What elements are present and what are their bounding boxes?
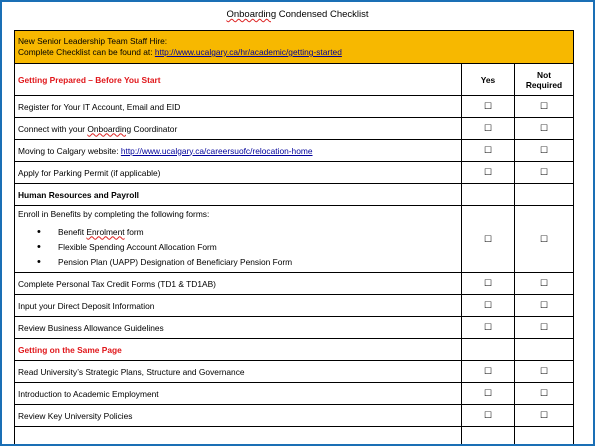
checkbox-not-required[interactable]: ☐: [515, 118, 574, 140]
coordinator-suffix: Coordinator: [131, 123, 178, 134]
item-label: Read University’s Strategic Plans, Structure and Governance: [15, 361, 462, 383]
checkbox-yes[interactable]: ☐: [462, 273, 515, 295]
item-label: [15, 118, 462, 140]
benefits-intro: Enroll in Benefits by completing the following forms:: [18, 208, 210, 219]
checklist-row-coordinator: [15, 118, 574, 140]
empty-cell: [462, 339, 515, 361]
section-header-same-page: [15, 339, 574, 361]
relocation-link[interactable]: http://www.ucalgary.ca/careersuofc/relocation-home: [120, 145, 313, 156]
empty-cell: [15, 427, 462, 446]
section-header-getting-prepared: [15, 64, 574, 96]
title-prefix: Onboarding: [226, 9, 277, 20]
banner-line2-prefix: Complete Checklist can be found at:: [18, 47, 155, 57]
section-title-hr-payroll: Human Resources and Payroll: [15, 184, 462, 206]
checkbox-not-required[interactable]: ☐: [515, 140, 574, 162]
checklist-row-policies: [15, 405, 574, 427]
coordinator-prefix: Connect with your: [18, 123, 88, 134]
getting-started-link[interactable]: http://www.ucalgary.ca/hr/academic/getting-started: [154, 47, 342, 57]
checklist-row-partial: [15, 427, 574, 446]
item-label: Complete Personal Tax Credit Forms (TD1 & TD1AB): [15, 273, 462, 295]
checklist-row-academic-employment: [15, 383, 574, 405]
checkbox-not-required[interactable]: ☐: [515, 162, 574, 184]
banner-line1: New Senior Leadership Team Staff Hire:: [18, 36, 168, 46]
item-label: Review Key University Policies: [15, 405, 462, 427]
checklist-row-parking: [15, 162, 574, 184]
checkbox-yes[interactable]: ☐: [462, 361, 515, 383]
checklist-table: [14, 30, 574, 446]
empty-cell: [515, 427, 574, 446]
benefit-forms-list: [18, 225, 458, 270]
checkbox-not-required[interactable]: ☐: [515, 273, 574, 295]
coordinator-word: Onboarding: [87, 123, 132, 134]
checkbox-yes[interactable]: ☐: [462, 96, 515, 118]
checkbox-not-required[interactable]: ☐: [515, 405, 574, 427]
empty-cell: [515, 339, 574, 361]
column-header-yes: Yes: [462, 64, 515, 96]
column-header-not-required: [515, 64, 574, 96]
section-title-getting-prepared: Getting Prepared – Before You Start: [15, 64, 462, 96]
checklist-row-strategic-plans: [15, 361, 574, 383]
item-label: [15, 206, 462, 273]
checkbox-not-required[interactable]: ☐: [515, 383, 574, 405]
item-label: Review Business Allowance Guidelines: [15, 317, 462, 339]
benefit-form-prefix: Benefit: [58, 226, 87, 237]
banner-line2: [18, 47, 570, 58]
checkbox-not-required[interactable]: ☐: [515, 206, 574, 273]
item-label: Input your Direct Deposit Information: [15, 295, 462, 317]
item-label: Apply for Parking Permit (if applicable): [15, 162, 462, 184]
checkbox-yes[interactable]: ☐: [462, 118, 515, 140]
checkbox-yes[interactable]: ☐: [462, 162, 515, 184]
title-rest: Condensed Checklist: [276, 9, 369, 20]
document-title: [2, 9, 593, 20]
checkbox-yes[interactable]: ☐: [462, 295, 515, 317]
not-required-line1: Not: [537, 69, 551, 80]
item-label: Introduction to Academic Employment: [15, 383, 462, 405]
checkbox-yes[interactable]: ☐: [462, 383, 515, 405]
list-item: • Pension Plan (UAPP) Designation of Beneficiary Pension Form: [58, 255, 458, 270]
checklist-row-calgary: [15, 140, 574, 162]
checklist-row-tax-forms: [15, 273, 574, 295]
item-label: [15, 140, 462, 162]
not-required-line2: Required: [525, 79, 563, 90]
checklist-row-it-account: [15, 96, 574, 118]
checkbox-not-required[interactable]: ☐: [515, 317, 574, 339]
checkbox-not-required[interactable]: ☐: [515, 295, 574, 317]
banner-cell: [15, 31, 574, 64]
checkbox-yes[interactable]: ☐: [462, 317, 515, 339]
item-label: Register for Your IT Account, Email and EID: [15, 96, 462, 118]
checkbox-not-required[interactable]: ☐: [515, 361, 574, 383]
list-item: [58, 225, 458, 240]
benefit-form-word: Enrolment: [86, 226, 125, 237]
checkbox-yes[interactable]: ☐: [462, 405, 515, 427]
banner-row: [15, 31, 574, 64]
section-title-same-page: Getting on the Same Page: [15, 339, 462, 361]
list-item: • Flexible Spending Account Allocation Form: [58, 240, 458, 255]
checklist-row-direct-deposit: [15, 295, 574, 317]
empty-cell: [462, 184, 515, 206]
empty-cell: [515, 184, 574, 206]
empty-cell: [462, 427, 515, 446]
checkbox-yes[interactable]: ☐: [462, 140, 515, 162]
benefit-form-suffix: form: [124, 226, 144, 237]
section-header-hr-payroll: [15, 184, 574, 206]
checklist-row-allowance: [15, 317, 574, 339]
calgary-prefix: Moving to Calgary website:: [18, 145, 121, 156]
checklist-row-benefits: [15, 206, 574, 273]
checkbox-yes[interactable]: ☐: [462, 206, 515, 273]
checkbox-not-required[interactable]: ☐: [515, 96, 574, 118]
